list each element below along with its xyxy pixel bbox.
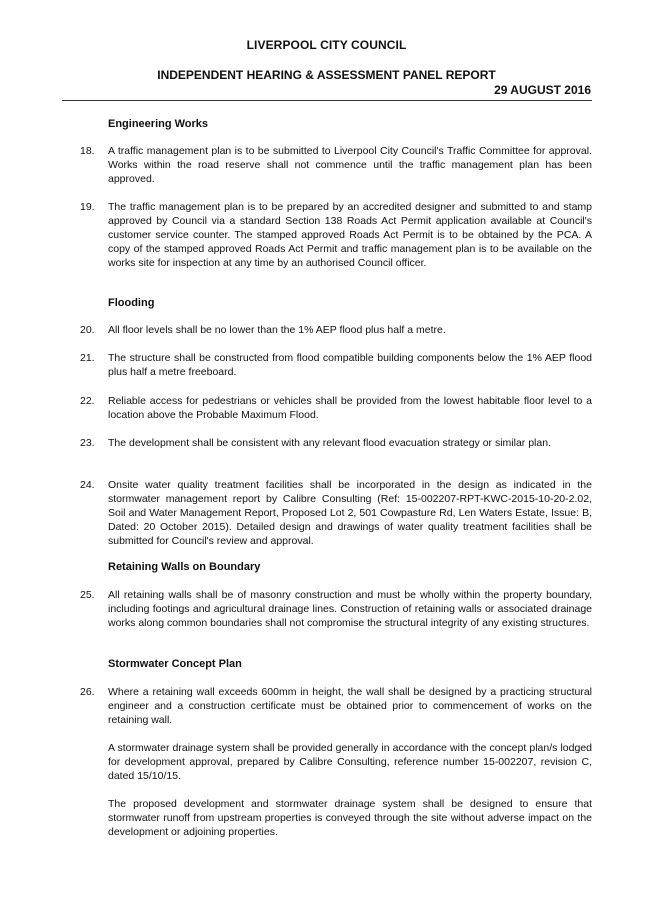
section-heading-engineering: Engineering Works xyxy=(108,118,209,130)
item-text: The development shall be consistent with any relevant flood evacuation strategy or similar plan. xyxy=(108,437,551,449)
item-text: The traffic management plan is to be prepared by an accredited designer and submitted to and stamp approved by Council via a standard Section 138 Roads Act Permit application available at Council's customer service counter. The stamped approved Roads Act Permit is to be obtained by the PCA. A copy of the stamped approved Roads Act Permit and traffic management plan is to be available on the works site for inspection at any time by an authorised Council officer. xyxy=(108,201,592,269)
item-number: 20. xyxy=(80,324,95,336)
body-paragraph: A stormwater drainage system shall be provided generally in accordance with the concept plan/s lodged for development approval, prepared by Calibre Consulting, reference number 15-002207, revision C, dated 15/10/15. xyxy=(108,742,592,782)
item-number: 19. xyxy=(80,201,95,213)
item-text: All floor levels shall be no lower than the 1% AEP flood plus half a metre. xyxy=(108,324,446,336)
item-number: 23. xyxy=(80,437,95,449)
section-heading-stormwater: Stormwater Concept Plan xyxy=(108,658,242,670)
section-heading-retaining: Retaining Walls on Boundary xyxy=(108,561,261,573)
item-text: A traffic management plan is to be submitted to Liverpool City Council's Traffic Committee for approval. Works within the road reserve shall not commence until the traffic management plan has been approved. xyxy=(108,145,592,185)
header-rule xyxy=(62,100,592,101)
item-number: 18. xyxy=(80,145,95,157)
item-number: 26. xyxy=(80,686,95,698)
council-title: LIVERPOOL CITY COUNCIL xyxy=(246,38,407,52)
item-text: All retaining walls shall be of masonry construction and must be wholly within the property boundary, including footings and agricultural drainage lines. Construction of retaining walls or associated drainage works along common boundaries shall not compromise the structural integrity of any existing structures. xyxy=(108,589,592,629)
item-number: 24. xyxy=(80,479,95,491)
item-text: Onsite water quality treatment facilities shall be incorporated in the design as indicated in the stormwater management report by Calibre Consulting (Ref: 15-002207-RPT-KWC-2015-10-20-2.02, Soil and Water Management Report, Proposed Lot 2, 501 Cowpasture Rd, Len Waters Estate, Issue: B, Dated: 20 October 2015). Detailed design and drawings of water quality treatment facilities shall be submitted for Council's review and approval. xyxy=(108,479,592,547)
section-heading-flooding: Flooding xyxy=(108,297,155,309)
item-text: Where a retaining wall exceeds 600mm in height, the wall shall be designed by a practicing structural engineer and a construction certificate must be obtained prior to commencement of works on the retaining wall. xyxy=(108,686,592,726)
item-text: The structure shall be constructed from flood compatible building components below the 1% AEP flood plus half a metre freeboard. xyxy=(108,352,592,378)
report-date: 29 AUGUST 2016 xyxy=(494,83,591,97)
item-number: 22. xyxy=(80,395,95,407)
body-paragraph: The proposed development and stormwater drainage system shall be designed to ensure that stormwater runoff from upstream properties is conveyed through the site without adverse impact on the development or adjoining properties. xyxy=(108,798,592,838)
item-number: 25. xyxy=(80,589,95,601)
item-number: 21. xyxy=(80,352,95,364)
report-title: INDEPENDENT HEARING & ASSESSMENT PANEL REPORT xyxy=(157,68,496,82)
item-text: Reliable access for pedestrians or vehicles shall be provided from the lowest habitable floor level to a location above the Probable Maximum Flood. xyxy=(108,395,592,421)
